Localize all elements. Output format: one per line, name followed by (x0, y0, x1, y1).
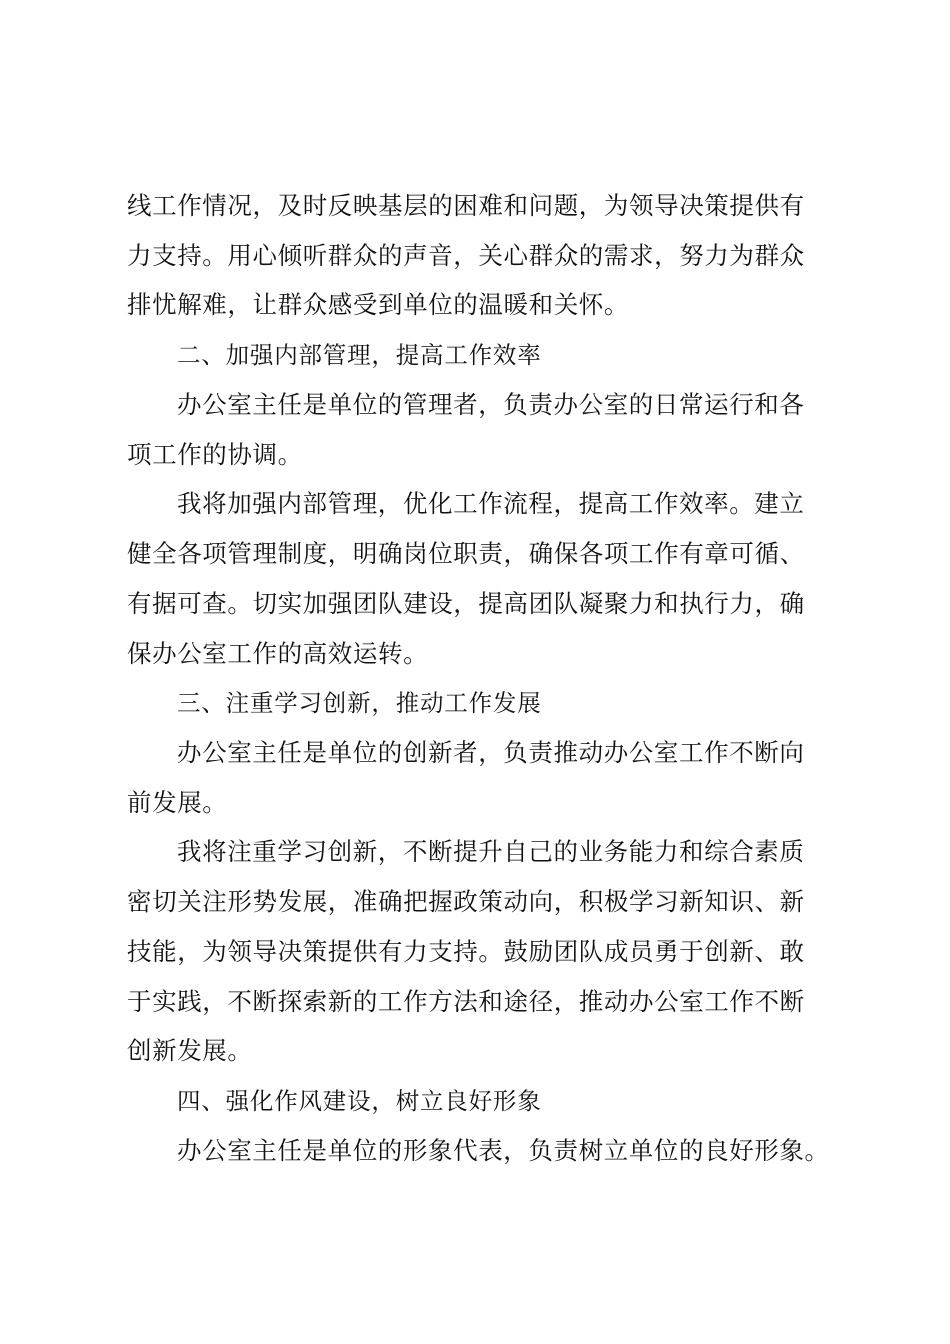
paragraph-line: 力支持。用心倾听群众的声音，关心群众的需求，努力为群众 (127, 241, 805, 270)
paragraph-line: 前发展。 (127, 788, 228, 817)
paragraph-line: 排忧解难，让群众感受到单位的温暖和关怀。 (127, 290, 629, 319)
paragraph-line: 于实践，不断探索新的工作方法和途径，推动办公室工作不断 (127, 987, 805, 1016)
paragraph-line: 密切关注形势发展，准确把握政策动向，积极学习新知识、新 (127, 887, 805, 916)
paragraph-line: 我将注重学习创新，不断提升自己的业务能力和综合素质 (177, 837, 805, 866)
paragraph-line: 创新发展。 (127, 1036, 253, 1065)
paragraph-line: 线工作情况，及时反映基层的困难和问题，为领导决策提供有 (127, 191, 805, 220)
paragraph-line: 办公室主任是单位的创新者，负责推动办公室工作不断向 (177, 738, 805, 767)
paragraph-line: 我将加强内部管理，优化工作流程，提高工作效率。建立 (177, 489, 805, 518)
section-heading: 二、加强内部管理，提高工作效率 (177, 341, 542, 369)
section-heading: 三、注重学习创新，推动工作发展 (177, 689, 542, 717)
paragraph-line: 项工作的协调。 (127, 440, 303, 469)
paragraph-line: 技能，为领导决策提供有力支持。鼓励团队成员勇于创新、敢 (127, 937, 805, 966)
paragraph-line: 有据可查。切实加强团队建设，提高团队凝聚力和执行力，确 (127, 589, 805, 618)
paragraph-line: 健全各项管理制度，明确岗位职责，确保各项工作有章可循、 (127, 539, 805, 568)
paragraph-line: 办公室主任是单位的形象代表，负责树立单位的良好形象。 (177, 1136, 830, 1165)
paragraph-line: 办公室主任是单位的管理者，负责办公室的日常运行和各 (177, 390, 805, 419)
section-heading: 四、强化作风建设，树立良好形象 (177, 1087, 542, 1115)
paragraph-line: 保办公室工作的高效运转。 (127, 639, 429, 668)
